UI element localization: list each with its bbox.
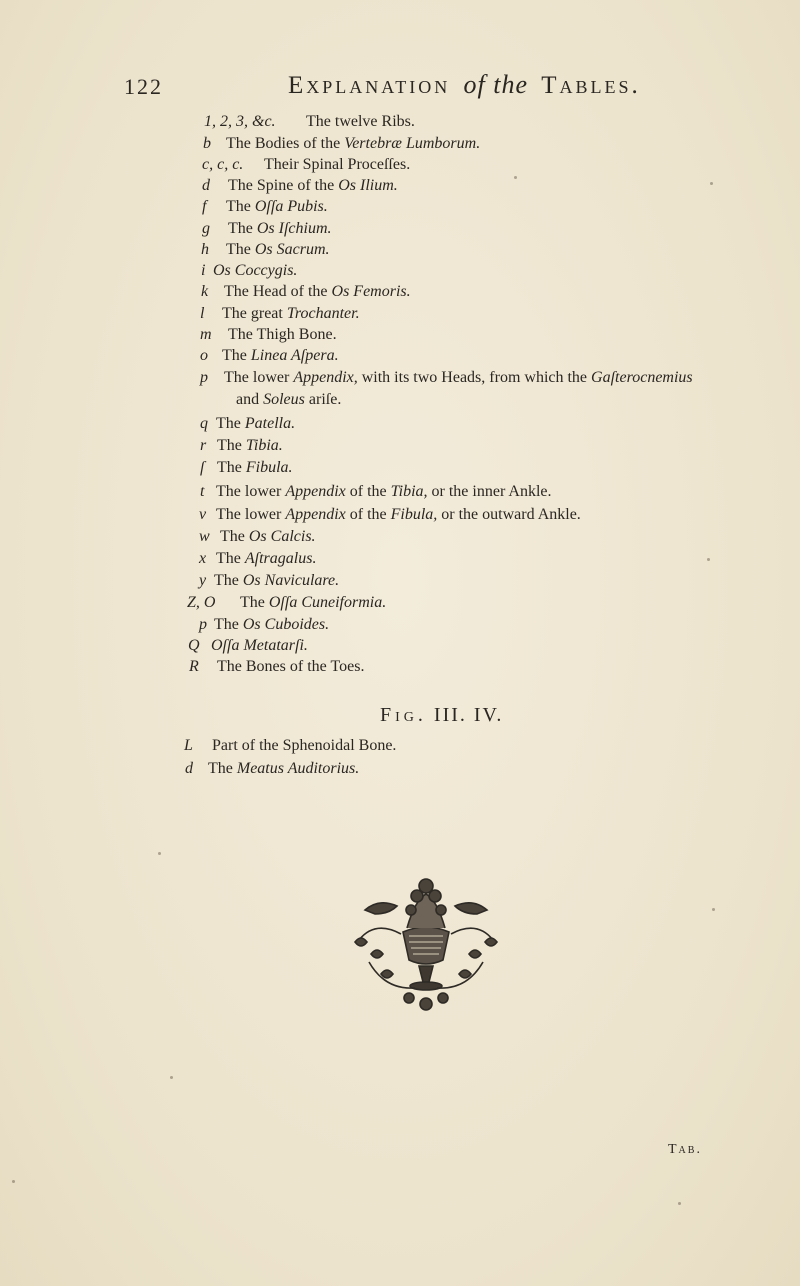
legend-entry-description (214, 571, 339, 591)
legend-entry-text: The Thigh Bone. (228, 326, 337, 343)
legend-entry-text: The (226, 198, 255, 215)
legend-entry-key: w (199, 528, 210, 545)
legend-entry-description (217, 436, 283, 456)
legend-entry-row (201, 261, 298, 281)
running-head-title-italic: of the (463, 70, 529, 99)
legend-entry-text: The (220, 528, 249, 545)
legend-entry-row (200, 325, 337, 345)
legend-entry-row (199, 615, 330, 635)
legend-entry-description (217, 458, 293, 478)
legend-entry-key: Q (188, 637, 200, 654)
legend-entry-description (222, 346, 339, 366)
legend-entry-text: of the (345, 506, 391, 523)
legend-entry-row (200, 458, 293, 478)
legend-entry-row (202, 176, 398, 196)
legend-entry-text: The (240, 594, 269, 611)
legend-entry-italic-term: Os Iſchium. (256, 220, 332, 237)
legend-entry-row (204, 112, 415, 132)
figure-legend-entry-text: Part of the Sphenoidal Bone. (212, 737, 397, 754)
legend-entry-italic-term: Os Naviculare. (242, 572, 340, 589)
legend-entry-key: o (200, 347, 208, 364)
legend-entry-text: The (214, 572, 243, 589)
legend-entry-row (188, 636, 308, 656)
legend-entry-italic-term: Oſſa Cuneiformia. (268, 594, 387, 611)
legend-entry-row (200, 436, 283, 456)
legend-entry-description (222, 304, 360, 324)
legend-entry-italic-term: Oſſa Metatarſi. (211, 637, 308, 654)
legend-entry-text: The twelve Ribs. (306, 113, 415, 130)
legend-entry-key: p (200, 369, 208, 386)
legend-entry-description (216, 482, 551, 502)
legend-entry-description (224, 282, 411, 302)
legend-entry-text: The (216, 550, 245, 567)
figure-legend-entry-row (184, 736, 397, 756)
figure-heading-prefix: Fig. (380, 704, 427, 726)
figure-legend-entry-row (185, 759, 360, 779)
legend-entry-text: The (217, 459, 246, 476)
legend-entry-description (228, 219, 332, 239)
legend-entry-key: i (201, 262, 206, 279)
legend-entry-text: with its two Heads, from which the (357, 369, 592, 386)
legend-entry-key: p (199, 616, 207, 633)
legend-entry-text: and (236, 391, 264, 408)
figure-heading-numbers: III. IV. (433, 704, 504, 726)
legend-entry-text: The Head of the (224, 283, 332, 300)
legend-entry-text: The lower (216, 506, 286, 523)
legend-entry-text: The lower (224, 369, 294, 386)
legend-entry-row (201, 282, 411, 302)
legend-entry-description (214, 615, 329, 635)
legend-entry-italic-term: Appendix (285, 483, 346, 500)
legend-entry-text: The Bodies of the (226, 135, 345, 152)
legend-entry-text: of the (345, 483, 391, 500)
legend-entry-key: c, c, c. (202, 156, 244, 173)
legend-entry-key: h (201, 241, 209, 258)
legend-entry-key: y (199, 572, 207, 589)
legend-entry-italic-term: Aſtragalus. (244, 550, 317, 567)
legend-entry-description (236, 390, 341, 410)
legend-entry-row (200, 482, 552, 502)
legend-entry-description (264, 155, 410, 175)
legend-entry-description (211, 636, 308, 656)
legend-entry-italic-term: Fibula, (390, 506, 438, 523)
legend-entry-text: The (226, 241, 255, 258)
legend-entry-key: g (202, 220, 210, 237)
legend-entry-key: r (200, 437, 207, 454)
legend-entry-italic-term: Vertebræ Lumborum. (344, 135, 481, 152)
legend-entry-key: x (199, 550, 207, 567)
legend-entry-key: m (200, 326, 212, 343)
urn-and-birds-tailpiece-icon (345, 870, 507, 1015)
legend-entry-italic-term: Os Sacrum. (254, 241, 330, 258)
legend-entry-description (216, 549, 316, 569)
figure-legend-entry-italic-term: Meatus Auditorius. (236, 760, 360, 777)
legend-entry-text: The (222, 347, 251, 364)
legend-entry-italic-term: Gaſterocnemius (591, 369, 693, 386)
legend-entry-key: v (199, 506, 207, 523)
legend-entry-key: 1, 2, 3, &c. (204, 113, 276, 130)
legend-entry-row (189, 657, 365, 677)
legend-entry-italic-term: Os Cuboides. (242, 616, 330, 633)
legend-entry-key: f (202, 198, 207, 215)
legend-entry-text: or the inner Ankle. (427, 483, 552, 500)
running-head-title-first: Explanation (288, 72, 451, 99)
page-number: 122 (124, 74, 163, 99)
legend-entry-italic-term: Oſſa Pubis. (254, 198, 328, 215)
legend-entry-description (217, 657, 364, 677)
legend-entry-key: R (189, 658, 199, 675)
catchword: Tab. (668, 1142, 702, 1157)
legend-entry-row (201, 240, 330, 260)
legend-entry-text: or the outward Ankle. (437, 506, 581, 523)
legend-entry-italic-term: Linea Aſpera. (250, 347, 339, 364)
figure-legend-entry-description (208, 759, 359, 779)
legend-entry-italic-term: Tibia, (390, 483, 428, 500)
legend-entry-description (224, 368, 693, 388)
figure-legend-entry-key: L (184, 737, 193, 754)
legend-entry-row (199, 571, 340, 591)
legend-entry-description (226, 197, 328, 217)
legend-entry-row (199, 505, 581, 525)
legend-entry-key: d (202, 177, 210, 194)
legend-entry-row (200, 368, 693, 388)
legend-entry-text: The Spine of the (228, 177, 339, 194)
legend-entry-text: The (217, 437, 246, 454)
legend-entry-row (202, 155, 411, 175)
legend-entry-key: b (203, 135, 211, 152)
legend-entry-key: Z, O (187, 594, 216, 611)
legend-entry-italic-term: Soleus (263, 391, 305, 408)
legend-entry-key: q (200, 415, 208, 432)
legend-entry-row (200, 346, 339, 366)
legend-entry-key: k (201, 283, 209, 300)
legend-entry-row (202, 219, 332, 239)
legend-entry-text: The (214, 616, 243, 633)
legend-entry-row (203, 134, 481, 154)
figure-legend-entry-text: The (208, 760, 237, 777)
legend-entry-italic-term: Fibula. (245, 459, 293, 476)
figure-heading (380, 704, 503, 727)
running-head (288, 70, 641, 100)
legend-entry-italic-term: Patella. (244, 415, 296, 432)
legend-entry-italic-term: Os Femoris. (331, 283, 411, 300)
legend-entry-row (199, 549, 317, 569)
legend-entry-key: t (200, 483, 205, 500)
legend-entry-row (200, 304, 360, 324)
legend-entry-italic-term: Os Ilium. (338, 177, 398, 194)
legend-entry-italic-term: Os Coccygis. (213, 262, 298, 279)
legend-entry-italic-term: Appendix, (293, 369, 358, 386)
legend-entry-key: l (200, 305, 205, 322)
legend-entry-text: The (228, 220, 257, 237)
legend-entry-text: The lower (216, 483, 286, 500)
legend-entry-description (216, 505, 581, 525)
figure-legend-entry-description (212, 736, 396, 756)
running-head-title-last: Tables. (541, 72, 641, 99)
legend-entry-description (220, 527, 316, 547)
legend-entry-italic-term: Trochanter. (286, 305, 360, 322)
legend-entry-description (228, 325, 337, 345)
legend-entry-row (199, 527, 316, 547)
legend-entry-row (202, 197, 328, 217)
legend-entry-italic-term: Appendix (285, 506, 346, 523)
legend-entry-text: The great (222, 305, 287, 322)
legend-entry-italic-term: Os Calcis. (248, 528, 316, 545)
legend-entry-key: ſ (200, 459, 205, 476)
legend-entry-row (187, 593, 387, 613)
figure-legend-entry-key: d (185, 760, 193, 777)
legend-entry-italic-term: Tibia. (245, 437, 283, 454)
legend-entry-text: Their Spinal Proceſſes. (264, 156, 411, 173)
legend-entry-description (228, 176, 398, 196)
legend-entry-description (213, 261, 297, 281)
legend-entry-row (200, 414, 296, 434)
legend-entry-description (226, 134, 480, 154)
legend-entry-description (226, 240, 330, 260)
legend-entry-description (216, 414, 295, 434)
legend-entry-text: The Bones of the Toes. (217, 658, 365, 675)
legend-entry-description (240, 593, 386, 613)
legend-entry-description (306, 112, 415, 132)
legend-entry-text: ariſe. (304, 391, 342, 408)
legend-entry-text: The (216, 415, 245, 432)
